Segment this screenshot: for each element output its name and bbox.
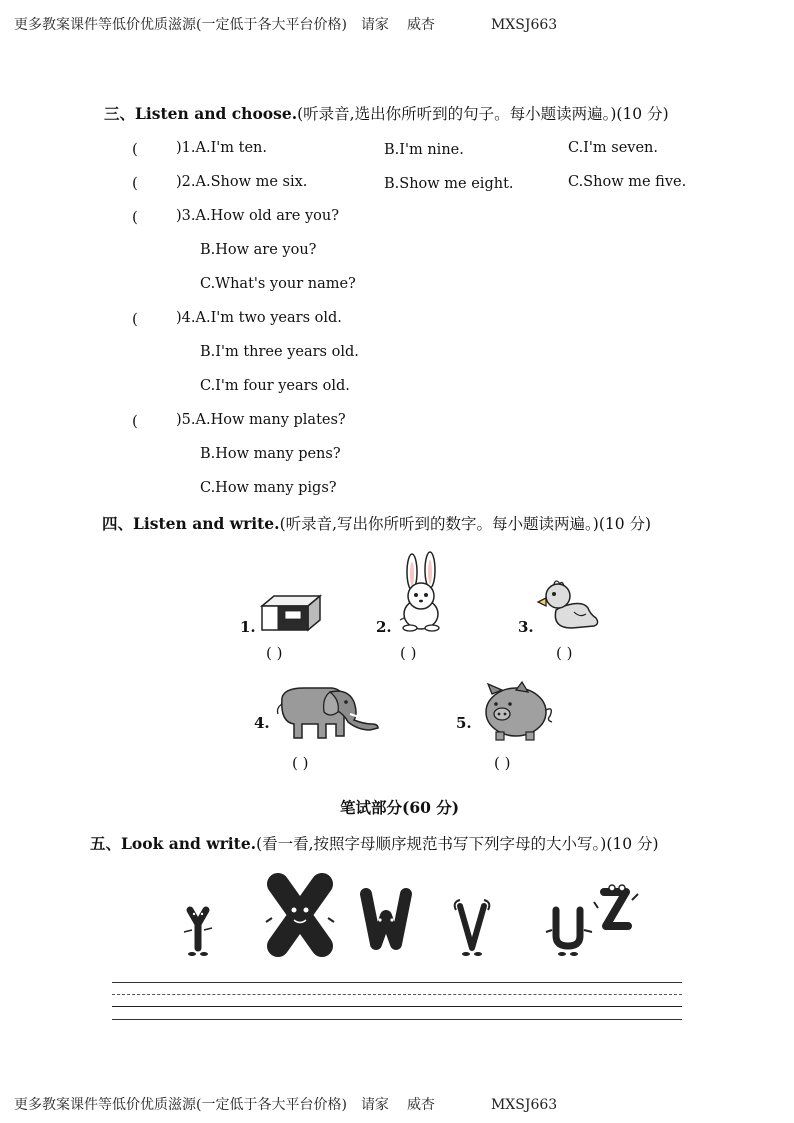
bottom-banner: [14, 1094, 557, 1114]
writing-line-3: [112, 1006, 682, 1007]
banner-text: 更多教案课件等低价优质滋源(一定低于各大平台价格): [14, 17, 347, 33]
question-3-b: B.How are you?: [200, 242, 317, 258]
letter-y-icon: [184, 910, 212, 956]
banner-contact-1-bottom: 请家: [360, 1097, 389, 1113]
question-2-c: C.Show me five.: [568, 174, 687, 190]
question-4-b: B.I'm three years old.: [200, 344, 359, 360]
question-4-a: )4.A.I'm two years old.: [176, 310, 342, 326]
question-1-b: B.I'm nine.: [384, 142, 464, 158]
letter-z-icon: [594, 885, 638, 926]
item-1-number: 1.: [240, 618, 256, 636]
banner-contact-2: 威杏: [406, 17, 435, 33]
banner-code: MXSJ663: [490, 17, 558, 33]
letter-w-icon: [366, 894, 406, 944]
item-2-blank: ( ): [400, 644, 417, 662]
writing-line-2: [112, 994, 682, 995]
section-5-instruction: (看一看,按照字母顺序规范书写下列字母的大小写。)(10 分): [256, 835, 659, 853]
cartoon-letters: [180, 870, 620, 970]
letter-u-icon: [546, 910, 592, 956]
question-4-c: C.I'm four years old.: [200, 378, 350, 394]
item-4-number: 4.: [254, 714, 270, 732]
section-4-title: [102, 512, 651, 534]
top-banner: [14, 14, 557, 34]
duck-icon: [538, 574, 600, 634]
letter-x-icon: [266, 884, 334, 946]
pig-icon: [480, 684, 558, 744]
question-3-a: )3.A.How old are you?: [176, 208, 340, 224]
section-3-heading: 三、Listen and choose.: [104, 104, 298, 123]
banner-contact-2-bottom: 威杏: [406, 1097, 435, 1113]
item-3-number: 3.: [518, 618, 534, 636]
answer-paren-3: (: [132, 208, 138, 226]
question-5-c: C.How many pigs?: [200, 480, 337, 496]
item-4-blank: ( ): [292, 754, 309, 772]
question-1-a: )1.A.I'm ten.: [176, 140, 268, 156]
section-4-heading: 四、Listen and write.: [102, 514, 280, 533]
letter-v-icon: [455, 900, 490, 956]
question-1-c: C.I'm seven.: [568, 140, 659, 156]
answer-paren-1: (: [132, 140, 138, 158]
section-5-heading: 五、Look and write.: [90, 834, 257, 853]
banner-contact-1: 请家: [360, 17, 389, 33]
eraser-icon: [258, 592, 324, 636]
answer-paren-2: (: [132, 174, 138, 192]
question-2-a: )2.A.Show me six.: [176, 174, 308, 190]
banner-code-bottom: MXSJ663: [490, 1097, 558, 1113]
section-4-instruction: (听录音,写出你所听到的数字。每小题读两遍。)(10 分): [279, 515, 652, 533]
item-5-number: 5.: [456, 714, 472, 732]
question-3-c: C.What's your name?: [200, 276, 356, 292]
writing-line-1: [112, 982, 682, 983]
writing-line-4: [112, 1019, 682, 1020]
question-5-b: B.How many pens?: [200, 446, 341, 462]
item-5-blank: ( ): [494, 754, 511, 772]
question-5-a: )5.A.How many plates?: [176, 412, 346, 428]
section-5-title: [90, 832, 659, 854]
answer-paren-4: (: [132, 310, 138, 328]
section-3-title: [104, 102, 669, 124]
item-2-number: 2.: [376, 618, 392, 636]
item-1-blank: ( ): [266, 644, 283, 662]
item-3-blank: ( ): [556, 644, 573, 662]
elephant-icon: [274, 684, 382, 744]
question-2-b: B.Show me eight.: [384, 176, 514, 192]
written-part-title: 笔试部分(60 分): [340, 798, 460, 817]
answer-paren-5: (: [132, 412, 138, 430]
rabbit-icon: [396, 552, 448, 634]
banner-text-bottom: 更多教案课件等低价优质滋源(一定低于各大平台价格): [14, 1097, 347, 1113]
section-3-instruction: (听录音,选出你所听到的句子。每小题读两遍。)(10 分): [297, 105, 669, 123]
